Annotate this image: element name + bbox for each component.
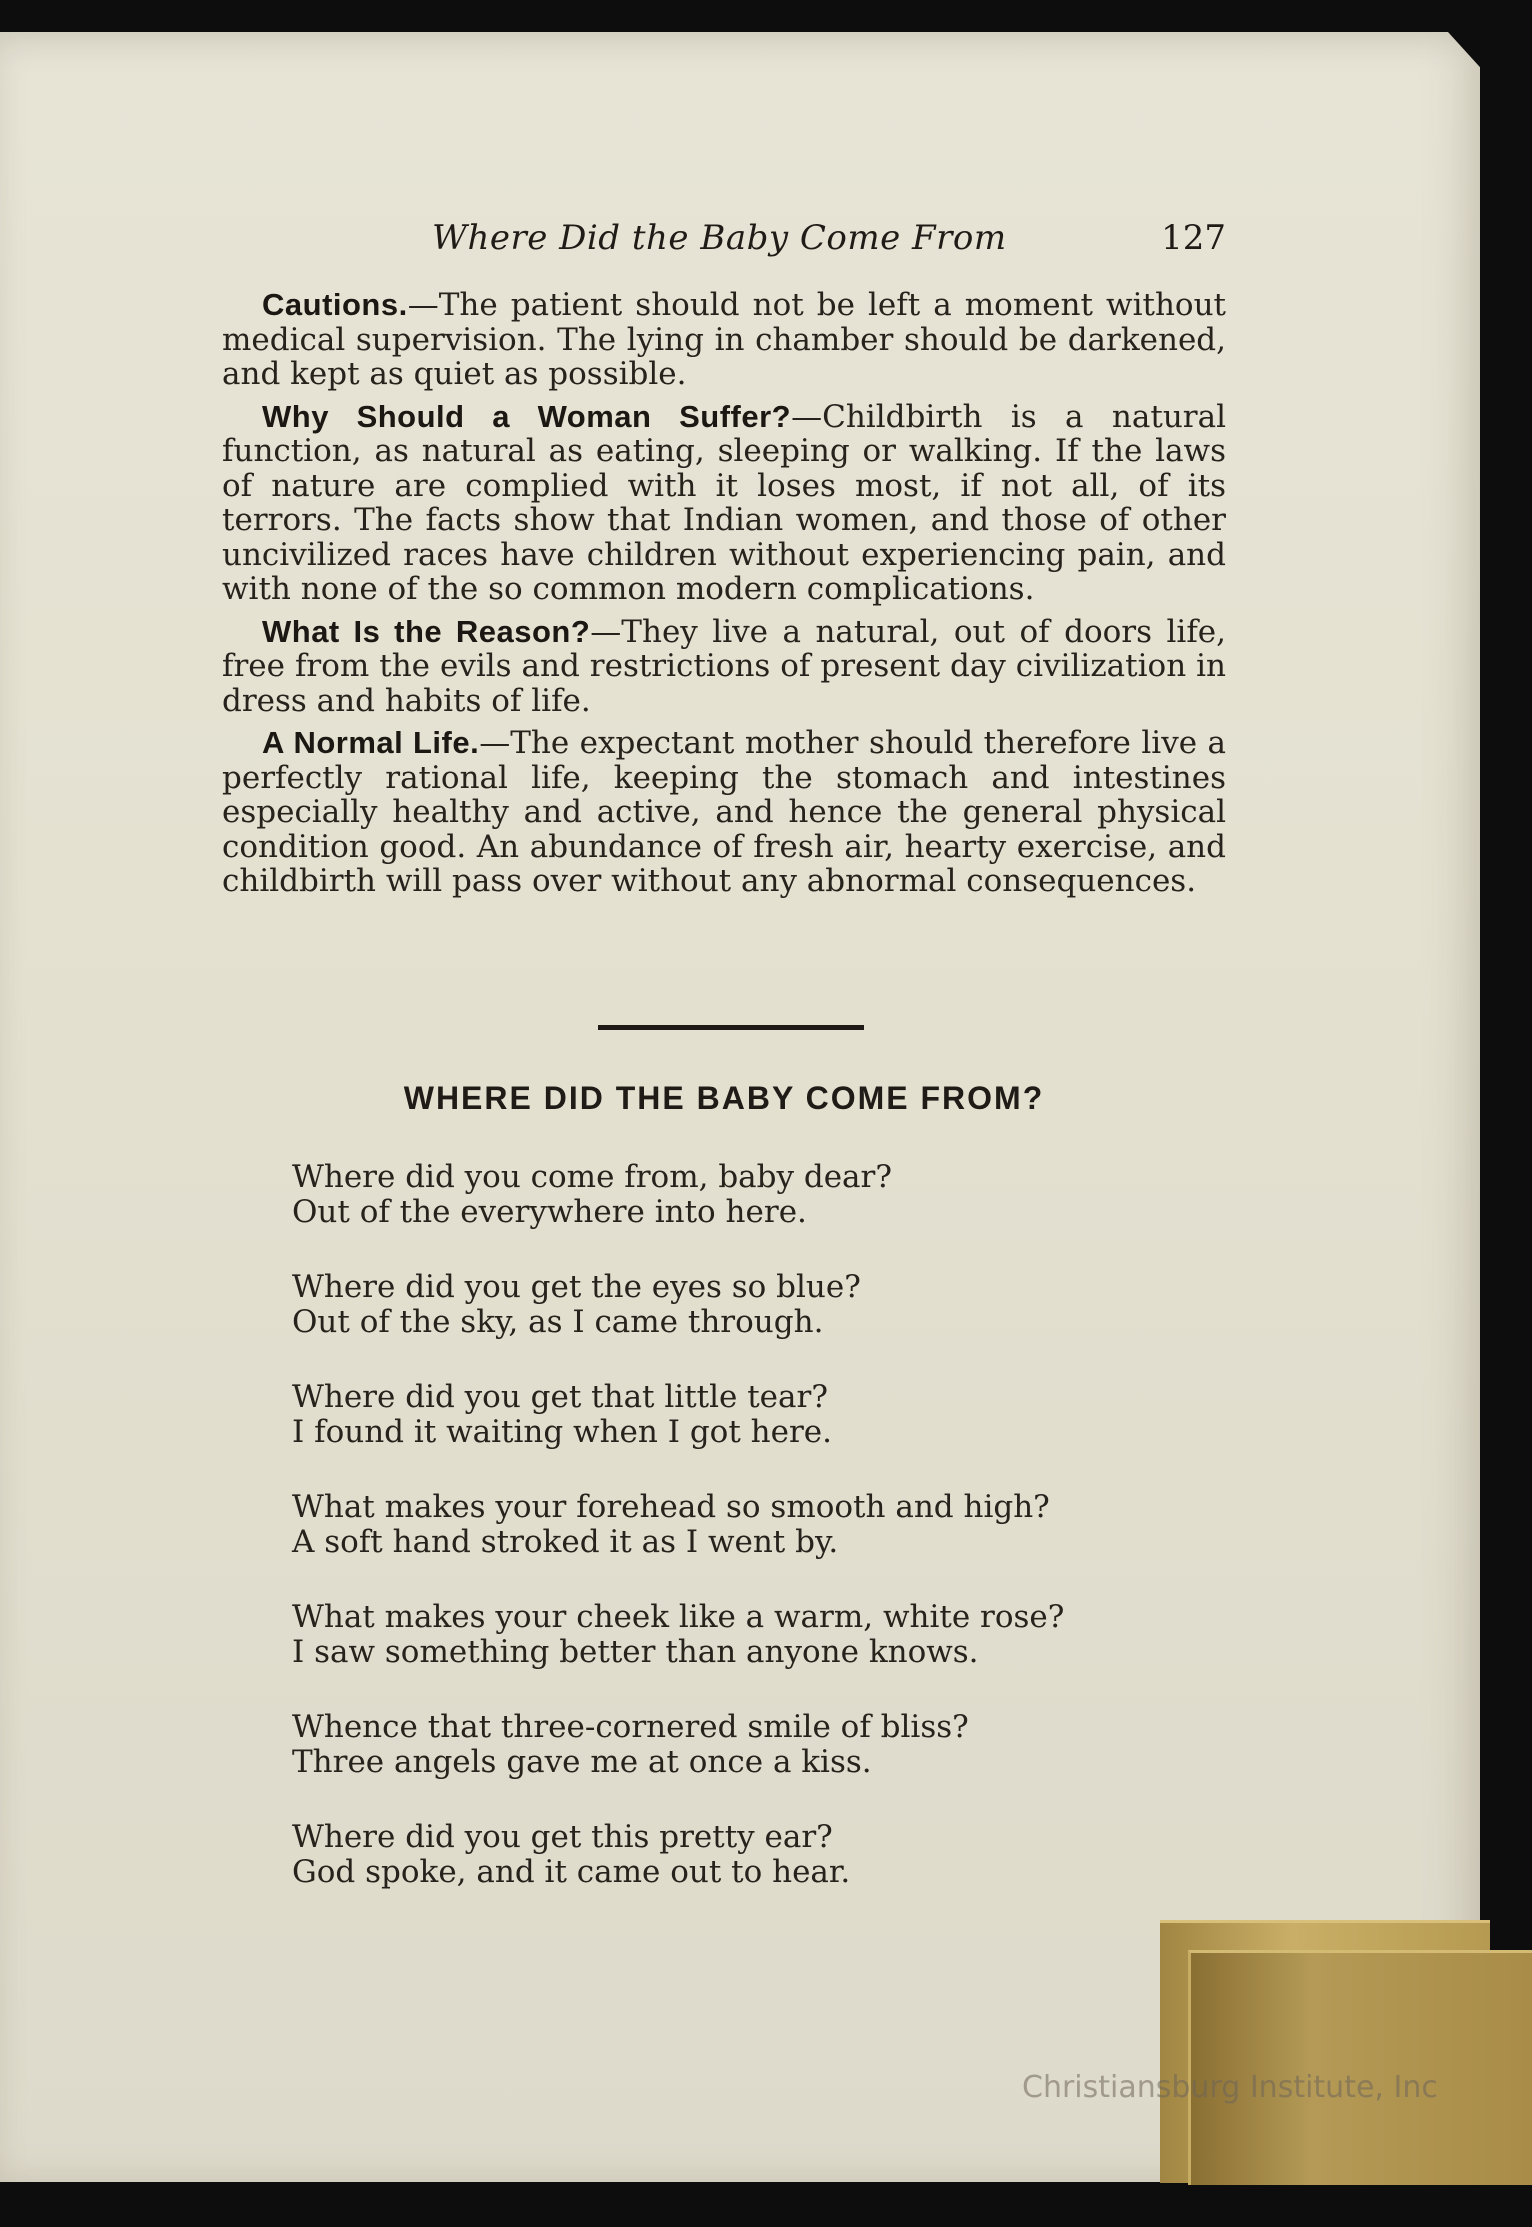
poem-line: Whence that three-cornered smile of bliss? <box>292 1709 969 1745</box>
poem-line: Where did you come from, baby dear? <box>292 1159 892 1195</box>
folded-corner <box>1448 32 1498 87</box>
page-weight-blocks <box>1160 1920 1532 2182</box>
paragraph-heading: A Normal Life. <box>262 725 480 760</box>
poem-line: Where did you get that little tear? <box>292 1379 828 1415</box>
paragraph-normal-life <box>222 726 1226 899</box>
paragraph-heading: Why Should a Woman Suffer? <box>262 398 792 434</box>
poem-line: Where did you get this pretty ear? <box>292 1819 833 1855</box>
wooden-block-front <box>1188 1950 1532 2185</box>
poem-line: Where did you get the eyes so blue? <box>292 1269 861 1305</box>
paragraph-heading: What Is the Reason? <box>262 613 591 649</box>
poem-line: Out of the sky, as I came through. <box>292 1303 824 1340</box>
poem-title: WHERE DID THE BABY COME FROM? <box>403 1080 1045 1116</box>
poem-stanza <box>292 1490 1212 1559</box>
poem-stanza <box>292 1270 1212 1339</box>
paragraph-text: —They live a natural, out of doors life, free from the evils and restrictions of present day civilization in dress and habits of life. <box>222 613 1226 719</box>
poem-line: What makes your forehead so smooth and high? <box>292 1489 1050 1525</box>
poem-line: What makes your cheek like a warm, white rose? <box>292 1599 1065 1635</box>
paragraph-text: —Childbirth is a natural function, as natural as eating, sleeping or walking. If the laws of nature are complied with it loses most, if not all, of its terrors. The facts show that Indian women, and those of other uncivilized races have children without experiencing pain, and with none of the so common modern complications. <box>222 398 1226 607</box>
paragraph-heading: Cautions. <box>262 287 408 322</box>
page-number: 127 <box>1161 218 1226 258</box>
poem-line: God spoke, and it came out to hear. <box>292 1853 851 1890</box>
paragraph-text: —The patient should not be left a moment without medical supervision. The lying in chamber should be darkened, and kept as quiet as possible. <box>222 287 1226 392</box>
poem-stanza <box>292 1710 1212 1779</box>
running-title: Where Did the Baby Come From <box>432 218 1007 258</box>
poem-stanza <box>292 1380 1212 1449</box>
body-text <box>222 288 1226 907</box>
paragraph-why-suffer <box>222 400 1226 607</box>
paragraph-text: —The expectant mother should therefore live a perfectly rational life, keeping the stomach and intestines especially healthy and active, and hence the general physical condition good. An abundance of fresh air, hearty exercise, and childbirth will pass over without any abnormal consequences. <box>222 725 1226 899</box>
section-divider <box>598 1025 864 1030</box>
poem-stanza <box>292 1820 1212 1889</box>
paragraph-reason <box>222 615 1226 719</box>
poem <box>292 1160 1212 1930</box>
poem-line: Out of the everywhere into here. <box>292 1193 807 1230</box>
poem-line: I found it waiting when I got here. <box>292 1413 832 1450</box>
poem-stanza <box>292 1600 1212 1669</box>
page-header <box>222 218 1226 266</box>
watermark: Christiansburg Institute, Inc <box>1022 2070 1438 2105</box>
poem-line: I saw something better than anyone knows. <box>292 1633 979 1670</box>
poem-stanza <box>292 1160 1212 1229</box>
poem-line: Three angels gave me at once a kiss. <box>292 1743 872 1780</box>
poem-line: A soft hand stroked it as I went by. <box>292 1523 839 1560</box>
paragraph-cautions <box>222 288 1226 392</box>
